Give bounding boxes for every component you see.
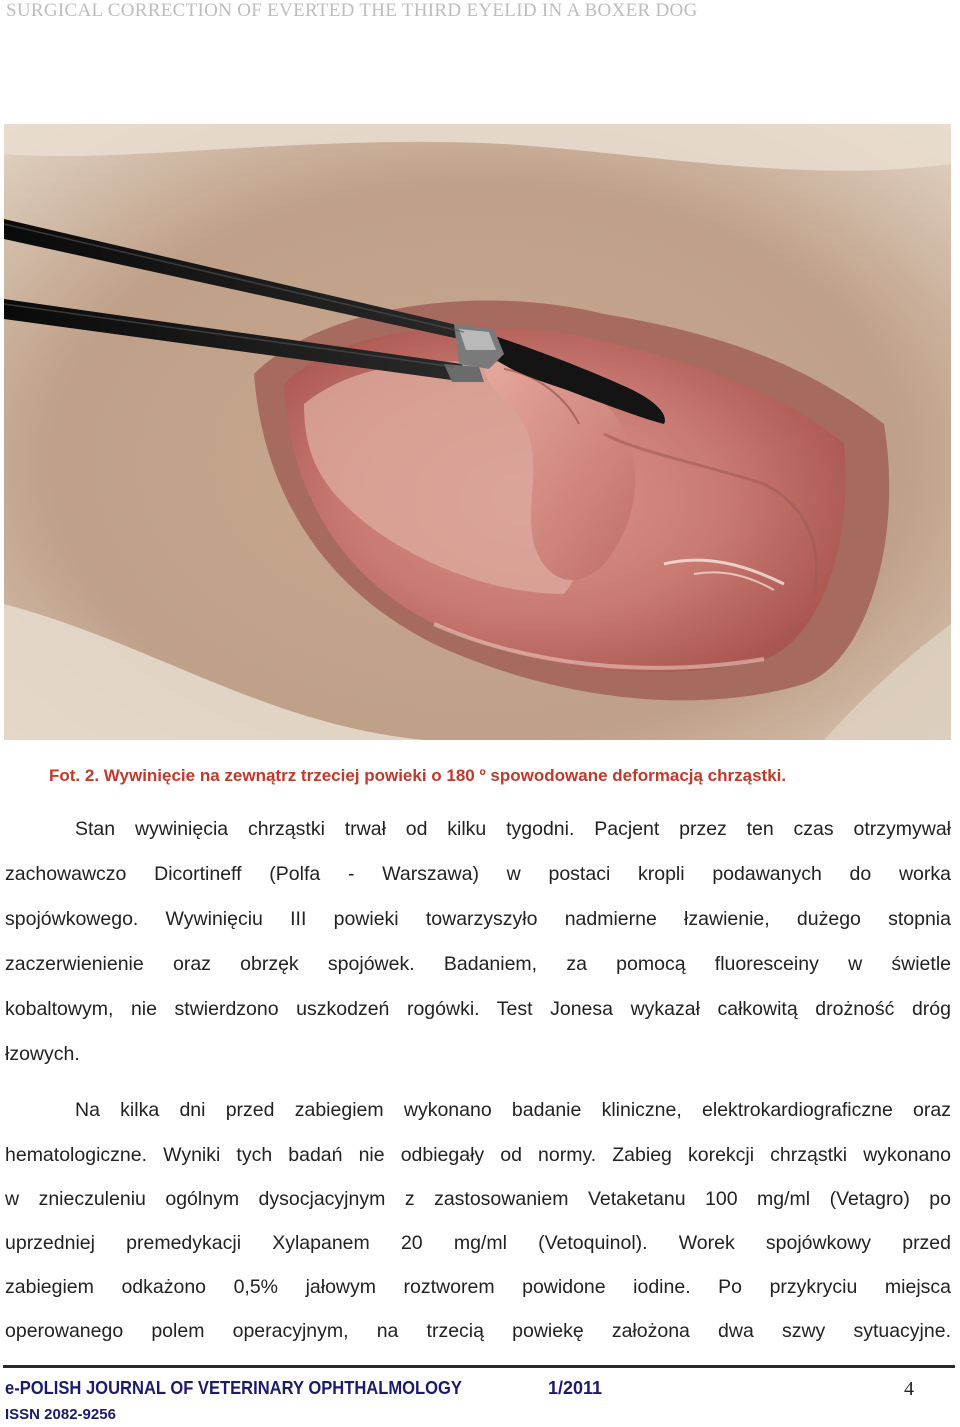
- eye-surgery-photo: [4, 124, 951, 740]
- page-number: 4: [904, 1378, 914, 1400]
- paragraph-1-line-3: spojówkowego. Wywinięciu III powieki towarzyszyło nadmierne łzawienie, dużego stopnia: [5, 908, 951, 930]
- figure-caption: Fot. 2. Wywinięcie na zewnątrz trzeciej powieki o 180 º spowodowane deformacją chrząstki.: [49, 766, 787, 785]
- footer-journal-title: e-POLISH JOURNAL OF VETERINARY OPHTHALMOLOGY: [5, 1378, 462, 1398]
- paragraph-1-line-2: zachowawczo Dicortineff (Polfa - Warszawa) w postaci kropli podawanych do worka: [5, 863, 951, 885]
- running-title: SURGICAL CORRECTION OF EVERTED THE THIRD EYELID IN A BOXER DOG: [6, 0, 698, 21]
- paragraph-2-line-1: Na kilka dni przed zabiegiem wykonano badanie kliniczne, elektrokardiograficzne oraz: [75, 1099, 951, 1121]
- paragraph-2-line-4: uprzedniej premedykacji Xylapanem 20 mg/ml (Vetoquinol). Worek spojówkowy przed: [5, 1232, 951, 1254]
- paragraph-1-line-6: łzowych.: [5, 1043, 80, 1065]
- footer-divider: [3, 1365, 955, 1368]
- paragraph-2-line-3: w znieczuleniu ogólnym dysocjacyjnym z zastosowaniem Vetaketanu 100 mg/ml (Vetagro) po: [5, 1188, 951, 1210]
- paragraph-2-line-6: operowanego polem operacyjnym, na trzecią powiekę założona dwa szwy sytuacyjne.: [5, 1320, 951, 1342]
- paragraph-2-line-5: zabiegiem odkażono 0,5% jałowym roztworem powidone iodine. Po przykryciu miejsca: [5, 1276, 951, 1298]
- paragraph-1-line-1: Stan wywinięcia chrząstki trwał od kilku tygodni. Pacjent przez ten czas otrzymywał: [75, 818, 951, 840]
- footer-issn: ISSN 2082-9256: [5, 1406, 116, 1423]
- paragraph-1-line-4: zaczerwienienie oraz obrzęk spojówek. Badaniem, za pomocą fluoresceiny w świetle: [5, 953, 951, 975]
- figure-photo: [4, 124, 951, 740]
- footer-issue-number: 1/2011: [548, 1378, 603, 1398]
- paragraph-1-line-5: kobaltowym, nie stwierdzono uszkodzeń rogówki. Test Jonesa wykazał całkowitą drożność dróg: [5, 998, 951, 1020]
- paragraph-2-line-2: hematologiczne. Wyniki tych badań nie odbiegały od normy. Zabieg korekcji chrząstki wykonano: [5, 1144, 951, 1166]
